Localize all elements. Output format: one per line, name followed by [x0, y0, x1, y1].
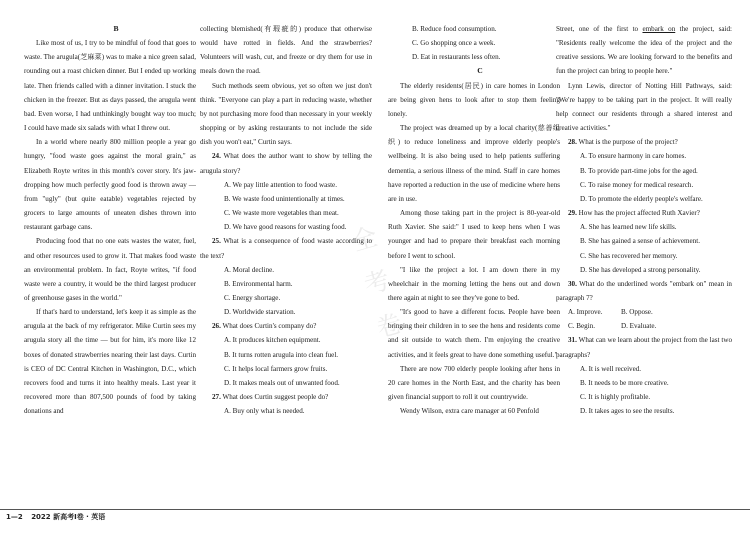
option: B. Oppose. [621, 308, 653, 317]
option: B. It turns rotten arugula into clean fuel. [224, 350, 339, 359]
page-number: 1—2 [6, 513, 23, 521]
option: B. It needs to be more creative. [580, 378, 669, 387]
option: B. We waste food unintentionally at times. [224, 194, 345, 203]
option: D. It makes meals out of unwanted food. [224, 378, 340, 387]
passage-paragraph: Producing food that no one eats wastes the water, fuel, and other resources used to grow it. That makes food waste an environmental problem. In fact, Royte writes, "if food waste were a country, it would be the third largest producer of greenhouse gases in the world." [24, 237, 196, 302]
passage-paragraph: Among those taking part in the project is 80-year-old Ruth Xavier. She said:" I used to keep hens when I was younger and had to prepare their breakfast each morning before I went to school. [388, 209, 560, 260]
option: D. We have good reasons for wasting food. [224, 223, 347, 232]
passage-paragraph: "I like the project a lot. I am down there in my wheelchair in the morning letting the hens out and down there again at night to see they've gone to bed. [388, 265, 560, 302]
option: B. Environmental harm. [224, 279, 293, 288]
option: A. Buy only what is needed. [224, 407, 305, 416]
underlined-phrase: embark on [642, 25, 676, 33]
passage-paragraph: If that's hard to understand, let's keep it as simple as the arugula at the back of my refrigerator. Mike Curtin sees my arugula story all the time — but for him, it's more like 12 boxes of donated strawberries nearing their last days. Curtin is CEO of DC Central Kitchen in Washington, D.C., which recovers food and turns it into healthy meals. Last year it recovered more than 807,500 pounds of food by taking donations and [24, 308, 196, 416]
option: D. Eat in restaurants less often. [412, 53, 501, 62]
question-27: 27. What does Curtin suggest people do? [212, 393, 329, 402]
option: C. She has recovered her memory. [580, 251, 678, 260]
option: A. It is well received. [580, 364, 642, 373]
passage-paragraph: The elderly residents(居民) in care homes in London are being given hens to look after to stop them feeling lonely. [388, 81, 560, 118]
passage-paragraph: There are now 700 elderly people looking after hens in 20 care homes in the North East, and the charity has been given financial support to roll it out countrywide. [388, 364, 560, 402]
passage-paragraph: Such methods seem obvious, yet so often we just don't think. "Everyone can play a part in reducing waste, whether by not purchasing more food than necessary in your weekly shopping or by asking restaurants to not include the side dish you won't eat," Curtin says. [200, 81, 372, 147]
question-25: 25. What is a consequence of food waste according to the text? [200, 237, 372, 260]
question-30: 30. What do the underlined words "embark on" mean in paragraph 7? [556, 279, 732, 302]
column-3 [388, 22, 560, 492]
column-1 [24, 22, 196, 492]
option: C. We waste more vegetables than meat. [224, 209, 339, 218]
question-24: 24. What does the author want to show by telling the arugula story? [200, 152, 372, 175]
passage-paragraph: In a world where nearly 800 million people a year go hungry, "food waste goes against the moral grain," as Elizabeth Royte writes in this month's cover story. It's jaw-dropping how much perfectly good food is thrown away — from "ugly" (but quite eatable) vegetables rejected by grocers to large amounts of uneaten dishes thrown into restaurant garbage cans. [24, 138, 196, 232]
passage-paragraph: Like most of us, I try to be mindful of food that goes to waste. The arugula(芝麻菜) was to make a nice green salad, rounding out a roast chicken dinner. But I ended up working late. Then friends called with a dinner invitation. I stuck the chicken in the freezer. But as days passed, the arugula went bad. Even worse, I had unthinkingly bought way too much; I could have made six salads with what I threw out. [24, 39, 196, 133]
question-29: 29. How has the project affected Ruth Xavier? [568, 209, 700, 218]
passage-paragraph: collecting blemished(有瑕疵的) produce that otherwise would have rotted in fields. And the strawberries? Volunteers will wash, cut, and freeze or dry them for use in meals down the road. [200, 25, 372, 76]
option: C. It helps local farmers grow fruits. [224, 364, 328, 373]
section-heading-b: B [113, 24, 119, 33]
section-heading-c: C [477, 66, 483, 76]
footer-divider [0, 509, 750, 510]
column-4 [556, 22, 732, 492]
column-2 [200, 22, 372, 492]
option: B. To provide part-time jobs for the aged. [580, 166, 698, 175]
option: D. It takes ages to see the results. [580, 407, 675, 416]
option: A. To ensure harmony in care homes. [580, 152, 687, 161]
passage-paragraph: Street, one of the first to embark on the project, said: "Residents really welcome the idea of the project and the creative sessions. We are looking forward to the benefits and fun the project can bring to people here." [556, 25, 732, 76]
option: C. Begin. [568, 322, 595, 331]
passage-paragraph: Lynn Lewis, director of Notting Hill Pathways, said: "We're happy to be taking part in the project. It will really help connect our residents through a shared interest and creative activities." [556, 81, 732, 133]
option: A. Improve. [568, 308, 603, 317]
option: D. Worldwide starvation. [224, 308, 296, 317]
question-31: 31. What can we learn about the project from the last two paragraphs? [556, 336, 732, 359]
watermark: 全 考 卷 [348, 221, 406, 344]
exam-title: 2022 新高考Ⅰ卷 · 英语 [31, 513, 106, 521]
option: B. Reduce food consumption. [412, 25, 497, 33]
option-row [556, 319, 732, 333]
option: C. To raise money for medical research. [580, 180, 694, 189]
question-26: 26. What does Curtin's company do? [212, 322, 317, 331]
option: B. She has gained a sense of achievement. [580, 237, 700, 246]
option: D. Evaluate. [621, 322, 657, 331]
option: D. She has developed a strong personality. [580, 265, 701, 274]
footer [6, 512, 111, 522]
question-28: 28. What is the purpose of the project? [568, 138, 678, 147]
option: A. It produces kitchen equipment. [224, 336, 321, 345]
option: A. She has learned new life skills. [580, 223, 677, 232]
option: C. Go shopping once a week. [412, 39, 496, 48]
option: A. Moral decline. [224, 265, 275, 274]
option: D. To promote the elderly people's welfare. [580, 194, 703, 203]
option: A. We pay little attention to food waste. [224, 180, 337, 189]
passage-paragraph: Wendy Wilson, extra care manager at 60 Penfold [400, 407, 539, 416]
option: C. It is highly profitable. [580, 393, 651, 402]
passage-paragraph: "It's good to have a different focus. People have been bringing their children in to see the hens and residents come and sit outside to watch them. I'm enjoying the creative activities, and it feels great to have done something useful." [388, 308, 560, 359]
option: C. Energy shortage. [224, 293, 281, 302]
option-row [556, 305, 732, 319]
passage-paragraph: The project was dreamed up by a local charity(慈善组织) to reduce loneliness and improve elderly people's wellbeing. It is also being used to help patients suffering dementia, a serious illness of the mind. Staff in care homes have reported a reduction in the use of medicine where hens are in use. [388, 124, 560, 203]
